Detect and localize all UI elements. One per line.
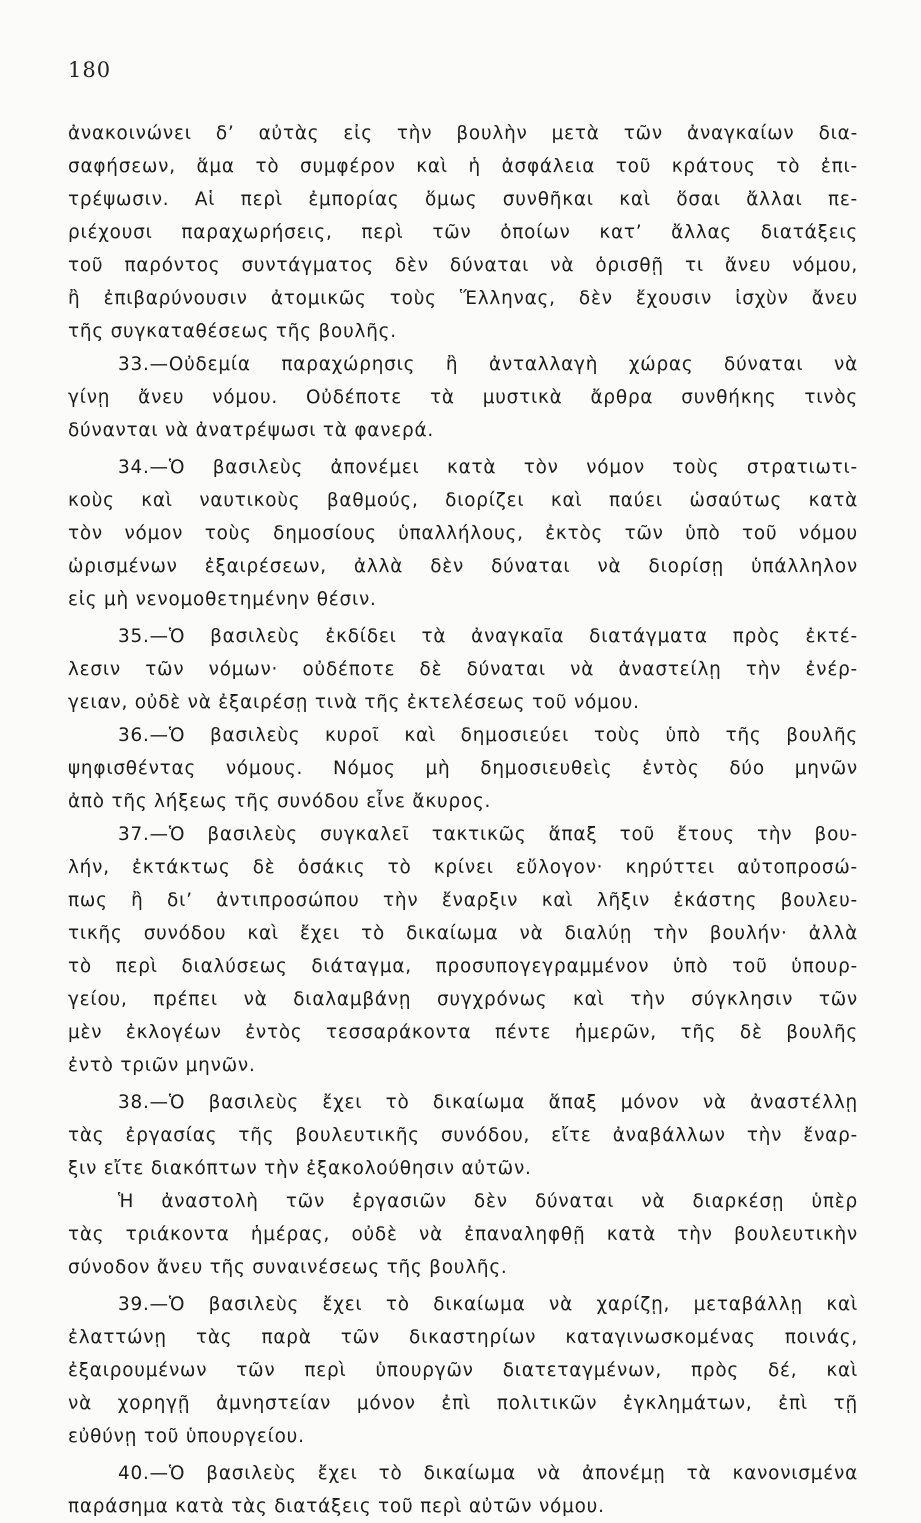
text-line: 38.—Ὁ βασιλεὺς ἔχει τὸ δικαίωμα ἅπαξ μόνον νὰ ἀναστέλλῃ [118, 1092, 858, 1113]
text-line: γείου, πρέπει νὰ διαλαμβάνῃ συγχρόνως καὶ τὴν σύγκλησιν τῶν [68, 989, 858, 1010]
text-line: ριέχουσι παραχωρήσεις, περὶ τῶν ὁποίων κατ’ ἄλλας διατάξεις [68, 222, 858, 243]
text-line: τὸ περὶ διαλύσεως διάταγμα, προσυπογεγραμμένον ὑπὸ τοῦ ὑπουρ- [68, 956, 858, 977]
text-line: ἐλαττώνῃ τὰς παρὰ τῶν δικαστηρίων καταγινωσκομένας ποινάς, [68, 1327, 858, 1348]
text-line: γειαν, οὐδὲ νὰ ἐξαιρέσῃ τινὰ τῆς ἐκτελέσεως τοῦ νόμου. [68, 692, 640, 713]
text-line: ἀνακοινώνει δ’ αὐτὰς εἰς τὴν βουλὴν μετὰ τῶν ἀναγκαίων δια- [68, 123, 858, 144]
text-line: 33.—Οὐδεμία παραχώρησις ἢ ἀνταλλαγὴ χώρας δύναται νὰ [118, 354, 858, 375]
text-line: τὰς τριάκοντα ἡμέρας, οὐδὲ νὰ ἐπαναληφθῇ κατὰ τὴν βουλευτικὴν [68, 1224, 858, 1245]
text-line: δύνανται νὰ ἀνατρέψωσι τὰ φανερά. [68, 420, 435, 441]
text-line: 39.—Ὁ βασιλεὺς ἔχει τὸ δικαίωμα νὰ χαρίζῃ, μεταβάλλῃ καὶ [118, 1294, 858, 1315]
text-line: ὡρισμένων ἐξαιρέσεων, ἀλλὰ δὲν δύναται νὰ διορίσῃ ὑπάλληλον [68, 556, 858, 577]
text-line: τὸν νόμον τοὺς δημοσίους ὑπαλλήλους, ἐκτὸς τῶν ὑπὸ τοῦ νόμου [68, 523, 858, 544]
text-line: εὐθύνῃ τοῦ ὑπουργείου. [68, 1426, 305, 1447]
text-line: 35.—Ὁ βασιλεὺς ἐκδίδει τὰ ἀναγκαῖα διατάγματα πρὸς ἐκτέ- [118, 626, 858, 647]
text-line: τὰς ἐργασίας τῆς βουλευτικῆς συνόδου, εἴτε ἀναβάλλων τὴν ἔναρ- [68, 1125, 858, 1146]
text-line: σύνοδον ἄνευ τῆς συναινέσεως τῆς βουλῆς. [68, 1257, 508, 1278]
text-line: ἀπὸ τῆς λήξεως τῆς συνόδου εἶνε ἄκυρος. [68, 791, 492, 812]
page-number: 180 [68, 58, 112, 82]
text-line: 34.—Ὁ βασιλεὺς ἀπονέμει κατὰ τὸν νόμον τοὺς στρατιωτι- [118, 457, 858, 478]
body-text [68, 117, 858, 1523]
text-line: ἐντὸ τριῶν μηνῶν. [68, 1055, 256, 1076]
text-line: σαφήσεων, ἅμα τὸ συμφέρον καὶ ἡ ἀσφάλεια τοῦ κράτους τὸ ἐπι- [68, 156, 858, 177]
text-line: τοῦ παρόντος συντάγματος δὲν δύναται νὰ ὁρισθῇ τι ἄνευ νόμου, [68, 255, 858, 276]
text-line: 37.—Ὁ βασιλεὺς συγκαλεῖ τακτικῶς ἅπαξ τοῦ ἔτους τὴν βου- [118, 824, 858, 845]
text-line: ἢ ἐπιβαρύνουσιν ἀτομικῶς τοὺς Ἕλληνας, δὲν ἔχουσιν ἰσχὺν ἄνευ [68, 288, 858, 309]
text-line: κοὺς καὶ ναυτικοὺς βαθμούς, διορίζει καὶ παύει ὡσαύτως κατὰ [68, 490, 858, 511]
text-line: τῆς συγκαταθέσεως τῆς βουλῆς. [68, 321, 397, 342]
text-line: λεσιν τῶν νόμων· οὐδέποτε δὲ δύναται νὰ ἀναστείλῃ τὴν ἐνέρ- [68, 659, 858, 680]
text-line: ξιν εἴτε διακόπτων τὴν ἐξακολούθησιν αὐτῶν. [68, 1158, 532, 1179]
text-line: 40.—Ὁ βασιλεὺς ἔχει τὸ δικαίωμα νὰ ἀπονέμῃ τὰ κανονισμένα [118, 1463, 858, 1484]
text-line: πως ἢ δι’ ἀντιπροσώπου τὴν ἔναρξιν καὶ λῆξιν ἑκάστης βουλευ- [68, 890, 858, 911]
text-line: γίνῃ ἄνευ νόμου. Οὐδέποτε τὰ μυστικὰ ἄρθρα συνθήκης τινὸς [68, 387, 858, 408]
text-line: ἐξαιρουμένων τῶν περὶ ὑπουργῶν διατεταγμένων, πρὸς δέ, καὶ [68, 1360, 858, 1381]
text-line: μὲν ἐκλογέων ἐντὸς τεσσαράκοντα πέντε ἡμερῶν, τῆς δὲ βουλῆς [68, 1022, 858, 1043]
text-line: λήν, ἐκτάκτως δὲ ὁσάκις τὸ κρίνει εὔλογον· κηρύττει αὐτοπροσώ- [68, 857, 858, 878]
text-line: τρέψωσιν. Αἱ περὶ ἐμπορίας ὅμως συνθῆκαι καὶ ὅσαι ἄλλαι πε- [68, 189, 858, 210]
text-line: εἰς μὴ νενομοθετημένην θέσιν. [68, 589, 377, 610]
text-line: 36.—Ὁ βασιλεὺς κυροῖ καὶ δημοσιεύει τοὺς ὑπὸ τῆς βουλῆς [118, 725, 858, 746]
text-line: ψηφισθέντας νόμους. Νόμος μὴ δημοσιευθεὶς ἐντὸς δύο μηνῶν [68, 758, 858, 779]
text-line: νὰ χορηγῇ ἀμνηστείαν μόνον ἐπὶ πολιτικῶν ἐγκλημάτων, ἐπὶ τῇ [68, 1393, 858, 1414]
text-line: τικῆς συνόδου καὶ ἔχει τὸ δικαίωμα νὰ διαλύῃ τὴν βουλήν· ἀλλὰ [68, 923, 858, 944]
text-line: παράσημα κατὰ τὰς διατάξεις τοῦ περὶ αὐτῶν νόμου. [68, 1496, 605, 1517]
text-line: Ἡ ἀναστολὴ τῶν ἐργασιῶν δὲν δύναται νὰ διαρκέσῃ ὑπὲρ [118, 1191, 858, 1212]
